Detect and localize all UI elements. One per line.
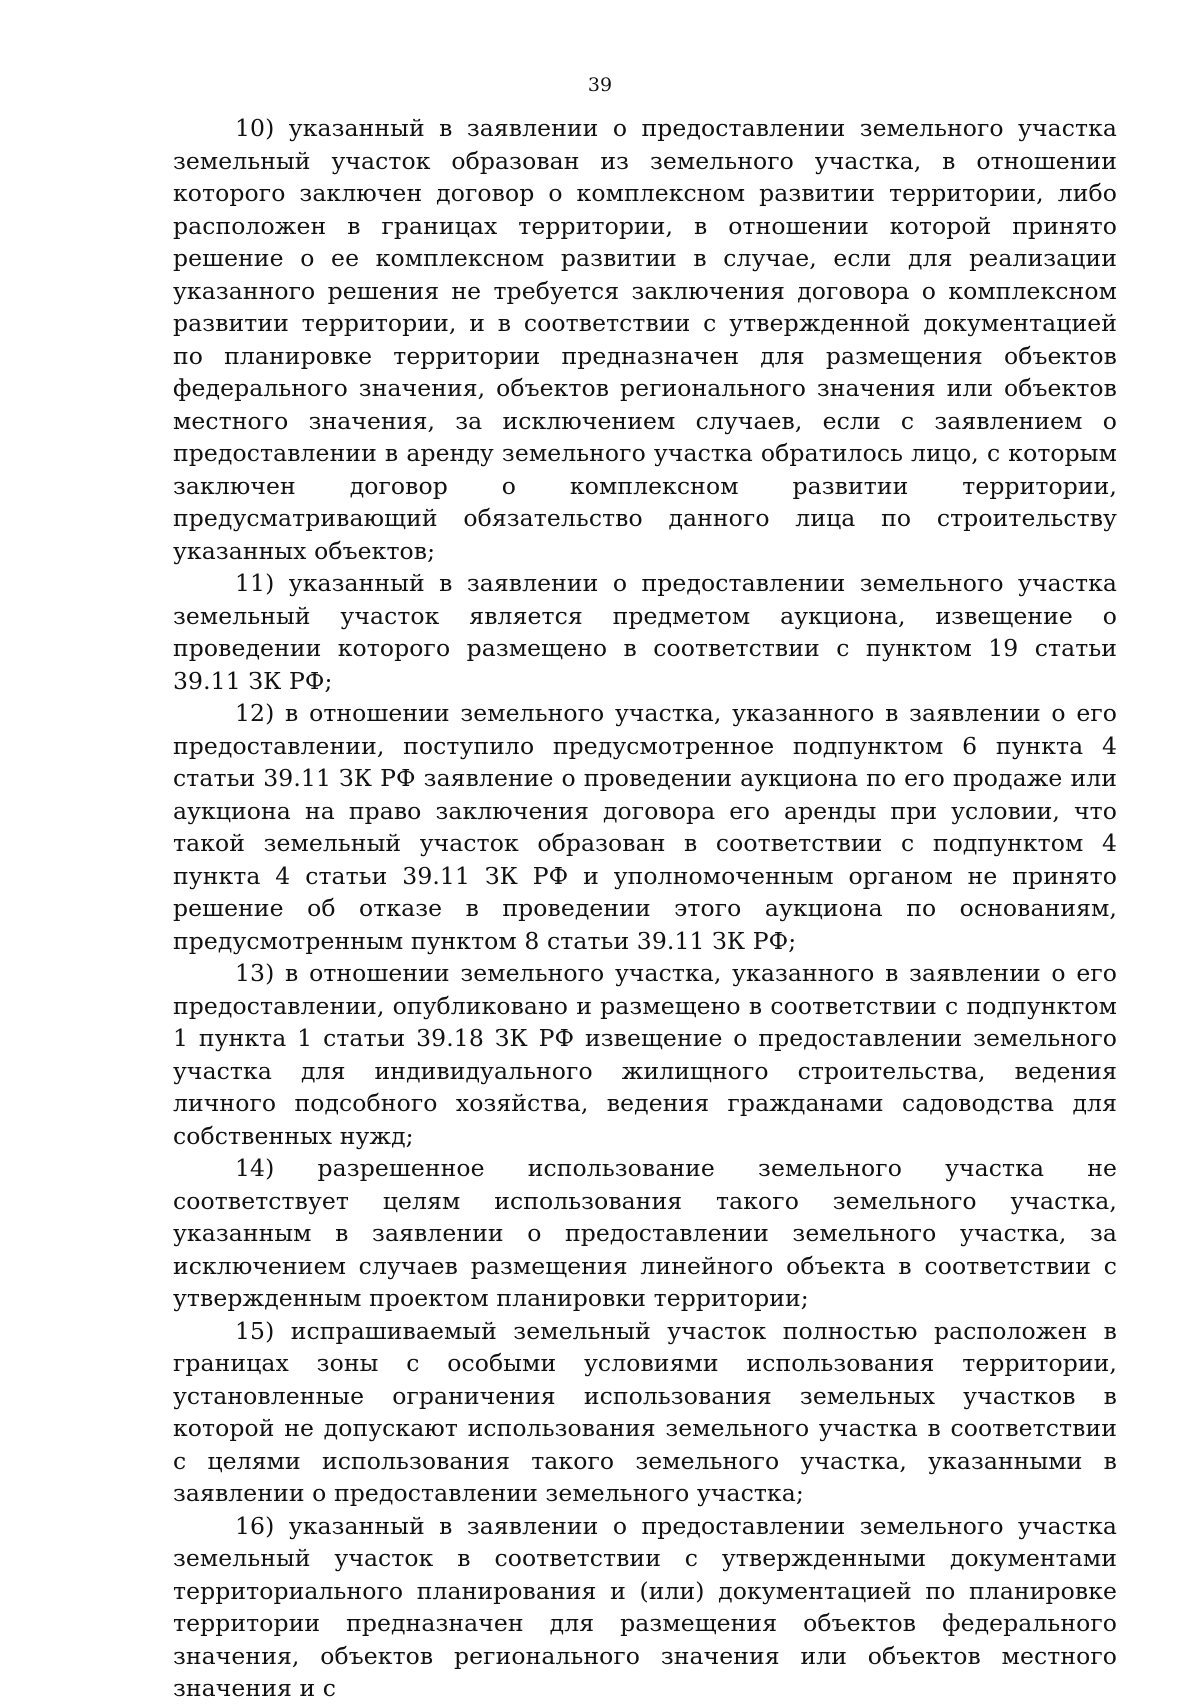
paragraph-item-16: 16) указанный в заявлении о предоставлении земельного участка земельный участок в соответствии с утвержденными документами территориального планирования и (или) документацией по планировке территории предназначен для размещения объектов федерального значения, объектов регионального значения или объектов местного значения и с	[173, 1511, 1117, 1702]
paragraph-item-14: 14) разрешенное использование земельного участка не соответствует целям использования такого земельного участка, указанным в заявлении о предоставлении земельного участка, за исключением случаев размещения линейного объекта в соответствии с утвержденным проектом планировки территории;	[173, 1154, 1117, 1312]
paragraph-item-12: 12) в отношении земельного участка, указанного в заявлении о его предоставлении, поступило предусмотренное подпунктом 6 пункта 4 статьи 39.11 ЗК РФ заявление о проведении аукциона по его продаже или аукциона на право заключения договора его аренды при условии, что такой земельный участок образован в соответствии с подпунктом 4 пункта 4 статьи 39.11 ЗК РФ и уполномоченным органом не принято решение об отказе в проведении этого аукциона по основаниям, предусмотренным пунктом 8 статьи 39.11 ЗК РФ;	[173, 699, 1117, 955]
paragraph-item-11: 11) указанный в заявлении о предоставлении земельного участка земельный участок является предметом аукциона, извещение о проведении которого размещено в соответствии с пунктом 19 статьи 39.11 ЗК РФ;	[173, 569, 1117, 695]
paragraph-item-13: 13) в отношении земельного участка, указанного в заявлении о его предоставлении, опубликовано и размещено в соответствии с подпунктом 1 пункта 1 статьи 39.18 ЗК РФ извещение о предоставлении земельного участка для индивидуального жилищного строительства, ведения личного подсобного хозяйства, ведения гражданами садоводства для собственных нужд;	[173, 959, 1117, 1150]
paragraph-item-15: 15) испрашиваемый земельный участок полностью расположен в границах зоны с особыми условиями использования территории, установленные ограничения использования земельных участков в которой не допускают использования земельного участка в соответствии с целями использования такого земельного участка, указанными в заявлении о предоставлении земельного участка;	[173, 1316, 1117, 1507]
page-number: 39	[587, 74, 613, 96]
document-body	[173, 112, 1117, 1705]
paragraph-item-10: 10) указанный в заявлении о предоставлении земельного участка земельный участок образован из земельного участка, в отношении которого заключен договор о комплексном развитии территории, либо расположен в границах территории, в отношении которой принято решение о ее комплексном развитии в случае, если для реализации указанного решения не требуется заключения договора о комплексном развитии территории, и в соответствии с утвержденной документацией по планировке территории предназначен для размещения объектов федерального значения, объектов регионального значения или объектов местного значения, за исключением случаев, если с заявлением о предоставлении в аренду земельного участка обратилось лицо, с которым заключен договор о комплексном развитии территории, предусматривающий обязательство данного лица по строительству указанных объектов;	[173, 114, 1117, 565]
